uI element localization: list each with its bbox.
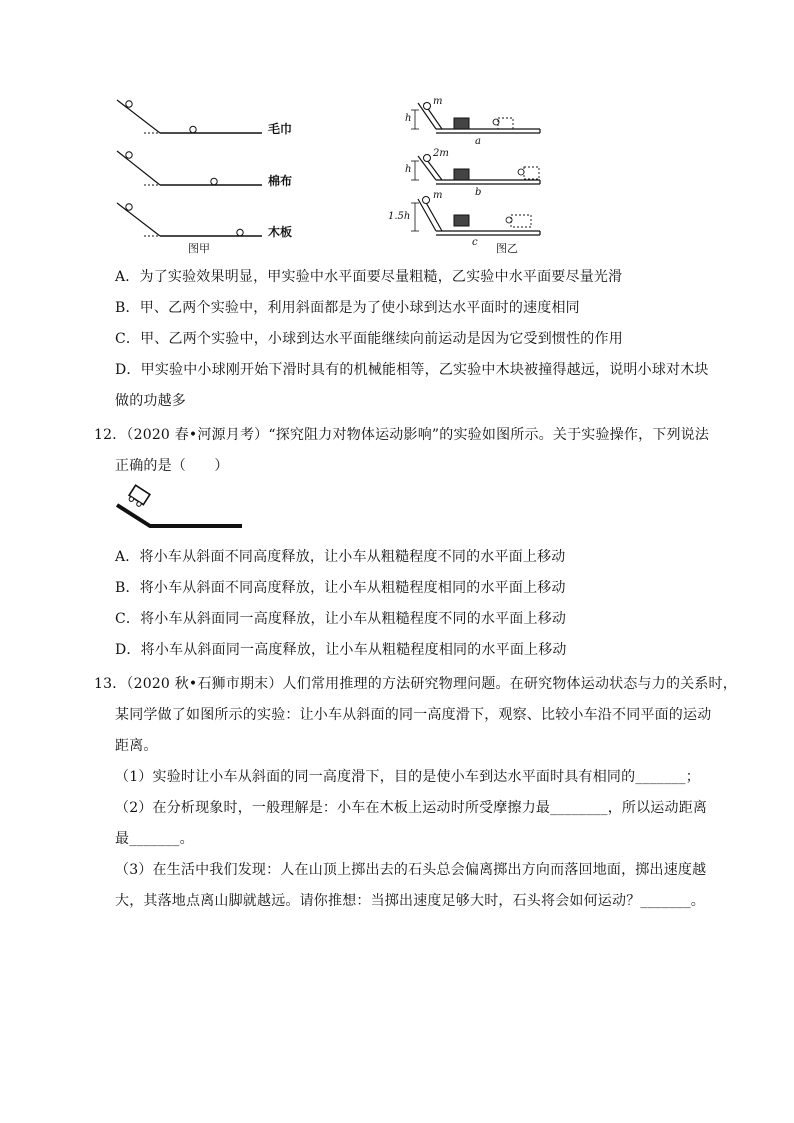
q12-option-d: D．将小车从斜面同一高度释放，让小车从粗糙程度相同的水平面上移动 [115, 642, 567, 658]
case-label-b: b [475, 187, 482, 198]
q13-stem-line1: 13．（2020 秋•石狮市期末）人们常用推理的方法研究物理问题。在研究物体运动状态与力的关系时， [94, 676, 737, 692]
height-label-a: h [405, 113, 412, 124]
q11-option-b: B．甲、乙两个实验中，利用斜面都是为了使小球到达水平面时的速度相同 [115, 300, 580, 316]
q12-ramp-cart-figure [0, 0, 794, 560]
case-label-c: c [472, 237, 478, 248]
mass-label-b: 2m [433, 148, 449, 159]
surface-label-towel: 毛巾 [268, 122, 293, 136]
surface-label-wood: 木板 [268, 225, 293, 239]
q13-sub2-line2: 最_______。 [115, 831, 194, 847]
figure-jia-caption: 图甲 [188, 242, 210, 255]
q11-option-c: C．甲、乙两个实验中，小球到达水平面能继续向前运动是因为它受到惯性的作用 [115, 331, 623, 347]
q13-stem-line3: 距离。 [115, 738, 158, 754]
case-label-a: a [475, 136, 481, 147]
q12-stem-line2: 正确的是（ ） [115, 458, 229, 474]
q13-sub3-line2: 大，其落地点离山脚就越远。请你推想：当掷出速度足够大时，石头将会如何运动？_______。 [115, 893, 705, 909]
surface-label-cotton: 棉布 [268, 174, 293, 188]
q12-option-c: C．将小车从斜面同一高度释放，让小车从粗糙程度不同的水平面上移动 [115, 611, 567, 627]
q13-sub3-line1: （3）在生活中我们发现：人在山顶上掷出去的石头总会偏离掷出方向而落回地面，掷出速度越 [115, 862, 707, 878]
q13-stem-line2: 某同学做了如图所示的实验：让小车从斜面的同一高度滑下，观察、比较小车沿不同平面的运动 [115, 707, 712, 723]
height-label-b: h [405, 164, 412, 175]
q11-option-d: D．甲实验中小球刚开始下滑时具有的机械能相等，乙实验中木块被撞得越远，说明小球对木块 [115, 362, 709, 378]
q11-option-d-continued: 做的功越多 [115, 393, 186, 409]
q12-option-a: A．将小车从斜面不同高度释放，让小车从粗糙程度不同的水平面上移动 [115, 549, 566, 565]
q11-option-a: A．为了实验效果明显，甲实验中水平面要尽量粗糙，乙实验中水平面要尽量光滑 [115, 269, 623, 285]
q12-option-b: B．将小车从斜面不同高度释放，让小车从粗糙程度相同的水平面上移动 [115, 580, 566, 596]
q13-sub1: （1）实验时让小车从斜面的同一高度滑下，目的是使小车到达水平面时具有相同的_______； [115, 769, 700, 785]
figure-yi-caption: 图乙 [496, 242, 518, 255]
q13-sub2-line1: （2）在分析现象时，一般理解是：小车在木板上运动时所受摩擦力最________，所以运动距离 [115, 800, 708, 816]
mass-label-c: m [433, 190, 443, 201]
mass-label-a: m [433, 96, 443, 107]
q12-stem-line1: 12．（2020 春•河源月考）“探究阻力对物体运动影响”的实验如图所示。关于实验操作，下列说法 [94, 427, 710, 443]
height-label-c: 1.5h [388, 211, 411, 222]
